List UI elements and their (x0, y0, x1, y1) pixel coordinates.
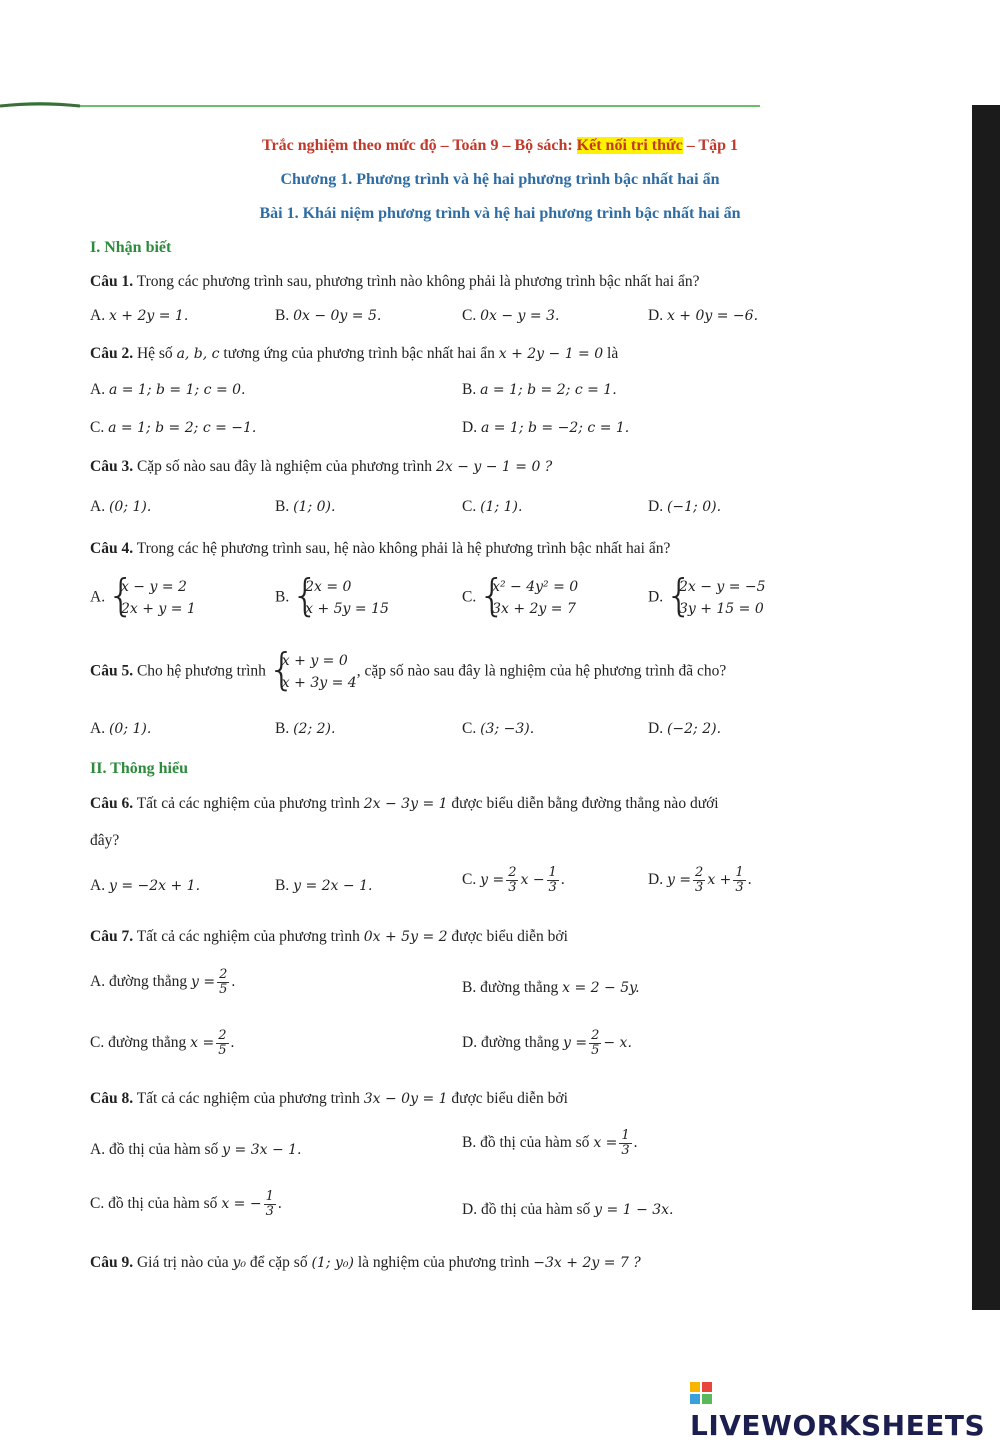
q3-option-a[interactable]: A. (0; 1). (90, 498, 152, 515)
title-suffix: – Tập 1 (686, 137, 738, 154)
section-recognition: I. Nhận biết (90, 239, 172, 256)
lesson-title: Bài 1. Khái niệm phương trình và hệ hai phương trình bậc nhất hai ẩn (259, 205, 741, 222)
q5-option-d[interactable]: D. (−2; 2). (648, 720, 722, 737)
q8-option-c[interactable]: C. đồ thị của hàm số x = − $\frac{1}{3}$ . (90, 1189, 282, 1219)
chapter-title: Chương 1. Phương trình và hệ hai phương trình bậc nhất hai ẩn (280, 171, 720, 188)
q2-option-b[interactable]: B. a = 1; b = 2; c = 1. (462, 381, 617, 398)
question-6: Câu 6. Tất cả các nghiệm của phương trình 2x − 3y = 1 được biểu diễn bằng đường thẳng nào dưới (90, 795, 719, 812)
liveworksheets-logo (690, 1376, 1000, 1442)
q5-option-b[interactable]: B. (2; 2). (275, 720, 336, 737)
q4-option-b[interactable]: B. { 2x = 0 x + 5y = 15 (275, 576, 389, 620)
question-8: Câu 8. Tất cả các nghiệm của phương trình 3x − 0y = 1 được biểu diễn bởi (90, 1090, 568, 1107)
q6-option-c[interactable]: C. y = $\frac{2}{3}$ x − $\frac{1}{3}$ . (462, 865, 565, 895)
q1-option-b[interactable]: B. 0x − 0y = 5. (275, 307, 382, 324)
section-understanding: II. Thông hiểu (90, 760, 188, 777)
q2-option-c[interactable]: C. a = 1; b = 2; c = −1. (90, 419, 257, 436)
question-2: Câu 2. Hệ số a, b, c tương ứng của phương trình bậc nhất hai ẩn x + 2y − 1 = 0 là (90, 345, 619, 362)
logo-blocks-icon (690, 1382, 712, 1404)
question-6-line2: đây? (90, 832, 120, 849)
question-3: Câu 3. Cặp số nào sau đây là nghiệm của phương trình 2x − y − 1 = 0 ? (90, 458, 553, 475)
title-highlight: Kết nối tri thức (576, 137, 683, 154)
question-label: Câu 1. (90, 273, 134, 290)
q6-option-d[interactable]: D. y = $\frac{2}{3}$ x + $\frac{1}{3}$ . (648, 865, 752, 895)
title-prefix: Trắc nghiệm theo mức độ – Toán 9 – Bộ sách: (262, 137, 573, 154)
question-7: Câu 7. Tất cả các nghiệm của phương trình 0x + 5y = 2 được biểu diễn bởi (90, 928, 568, 945)
q3-option-c[interactable]: C. (1; 1). (462, 498, 523, 515)
q7-option-d[interactable]: D. đường thẳng y = $\frac{2}{5}$ − x. (462, 1028, 632, 1058)
question-4: Câu 4. Trong các hệ phương trình sau, hệ nào không phải là hệ phương trình bậc nhất hai ẩn? (90, 540, 671, 557)
q7-option-a[interactable]: A. đường thẳng y = $\frac{2}{5}$ . (90, 967, 236, 997)
q2-option-d[interactable]: D. a = 1; b = −2; c = 1. (462, 419, 630, 436)
q8-option-b[interactable]: B. đồ thị của hàm số x = $\frac{1}{3}$ . (462, 1128, 638, 1158)
q4-option-a[interactable]: A. { x − y = 2 2x + y = 1 (90, 576, 196, 620)
worksheet-title (0, 137, 1000, 155)
question-5: Câu 5. Cho hệ phương trình { x + y = 0 x + 3y = 4 , cặp số nào sau đây là nghiệm của hệ phương trình đã cho? (90, 650, 726, 694)
q4-option-d[interactable]: D. { 2x − y = −5 3y + 15 = 0 (648, 576, 766, 620)
q4-option-c[interactable]: C. { x² − 4y² = 0 3x + 2y = 7 (462, 576, 578, 620)
q6-option-b[interactable]: B. y = 2x − 1. (275, 877, 373, 894)
q8-option-d[interactable]: D. đồ thị của hàm số y = 1 − 3x. (462, 1201, 674, 1218)
q2-option-a[interactable]: A. a = 1; b = 1; c = 0. (90, 381, 246, 398)
q3-option-b[interactable]: B. (1; 0). (275, 498, 336, 515)
q7-option-c[interactable]: C. đường thẳng x = $\frac{2}{5}$ . (90, 1028, 235, 1058)
q1-option-d[interactable]: D. x + 0y = −6. (648, 307, 759, 324)
scan-edge-bar (972, 105, 1000, 1310)
q1-option-a[interactable]: A. x + 2y = 1. (90, 307, 189, 324)
question-9: Câu 9. Giá trị nào của y₀ để cặp số (1; y₀) là nghiệm của phương trình −3x + 2y = 7 ? (90, 1254, 641, 1271)
question-1 (90, 273, 699, 291)
q5-option-c[interactable]: C. (3; −3). (462, 720, 535, 737)
q3-option-d[interactable]: D. (−1; 0). (648, 498, 722, 515)
question-text: Trong các phương trình sau, phương trình nào không phải là phương trình bậc nhất hai ẩn? (136, 273, 700, 290)
q1-option-c[interactable]: C. 0x − y = 3. (462, 307, 560, 324)
q5-option-a[interactable]: A. (0; 1). (90, 720, 152, 737)
decorative-header-line (0, 102, 760, 108)
logo-text: LIVEWORKSHEETS (690, 1409, 986, 1442)
q7-option-b[interactable]: B. đường thẳng x = 2 − 5y. (462, 979, 640, 996)
q6-option-a[interactable]: A. y = −2x + 1. (90, 877, 201, 894)
q8-option-a[interactable]: A. đồ thị của hàm số y = 3x − 1. (90, 1141, 302, 1158)
